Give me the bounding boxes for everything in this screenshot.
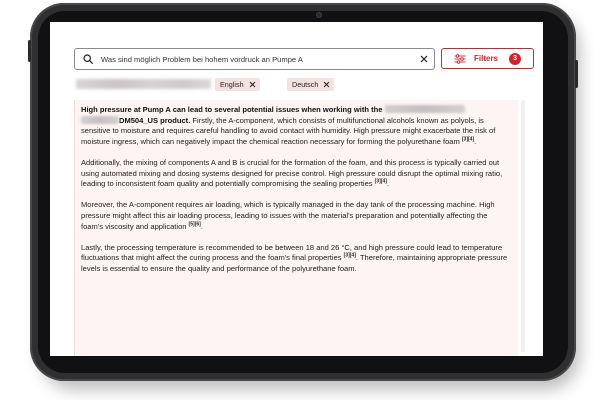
volume-button (28, 40, 31, 62)
tag-label: Deutsch (292, 80, 319, 89)
close-icon (420, 55, 428, 63)
citation-ref[interactable]: [5][6] (188, 221, 201, 228)
search-query-text[interactable]: Was sind möglich Problem bei hohem vordruck an Pumpe A (101, 54, 303, 64)
answer-lead: High pressure at Pump A can lead to several potential issues when working with the (81, 105, 383, 114)
answer-text-end: . Therefore, maintaining appropriate pressure levels is essential to ensure the quality and performance of the polyurethane foam. (81, 253, 508, 273)
close-icon (323, 81, 330, 88)
tag-english (215, 78, 260, 91)
redacted-filter-tag (76, 79, 211, 89)
answer-paragraph (81, 200, 511, 232)
answer-text: Firstly, the A-component, which consists of multifunctional alcohols known as polyols, is sensitive to moisture and requires careful handling to avoid contact with humidity. High pressure might exacerbate the risk of moisture ingress, which can negatively impact the chemical reaction necessary for forming the polyurethane foam (81, 115, 496, 146)
remove-tag-deutsch-button[interactable] (323, 81, 330, 88)
close-icon (249, 81, 256, 88)
tag-label: English (220, 80, 244, 89)
answer-text: Lastly, the processing temperature is recommended to be between 18 and 26 °C, and high pressure could lead to temperature fluctuations that might affect the curing process and the foam's final properties (81, 242, 503, 263)
answer-paragraph (81, 105, 511, 147)
answer-text-end: . (200, 221, 203, 231)
answer-text-end: . (474, 136, 477, 146)
clear-search-button[interactable] (414, 49, 434, 69)
answer-text: Moreover, the A-component requires air loading, which is typically managed in the day tank of the processing machine. High pressure might affect this air loading process, leading to issues with the material's preparation and potentially affecting the foam's viscosity and application (81, 200, 495, 231)
search-icon (83, 54, 93, 64)
remove-tag-english-button[interactable] (249, 81, 256, 88)
answer-paragraph (81, 243, 511, 275)
redacted-product-name (385, 105, 465, 113)
sliders-icon (454, 54, 466, 64)
app-screen (50, 22, 543, 356)
tag-deutsch (287, 78, 334, 91)
answer-panel (74, 100, 518, 356)
answer-scrollbar[interactable] (521, 100, 525, 352)
answer-product: DM504_US product. (119, 115, 191, 125)
answer-paragraph (81, 158, 511, 190)
camera-icon (316, 12, 322, 18)
citation-ref[interactable]: [3][4] (374, 178, 387, 185)
power-button (575, 60, 578, 88)
redacted-product-prefix (81, 116, 119, 124)
filters-label: Filters (474, 54, 499, 63)
citation-ref[interactable]: [3][4] (461, 136, 475, 143)
filters-button[interactable] (441, 48, 534, 69)
search-input[interactable] (74, 48, 435, 70)
filters-count-badge: 3 (509, 53, 521, 65)
answer-text-end: . (386, 179, 390, 189)
answer-text: Additionally, the mixing of components A and B is crucial for the formation of the foam, and this process is typically carried out using automated mixing and dosing systems designed for precise control. High pressure could disrupt the optimal mixing ratio, leading to inconsistent foam quality and potentially compromising the sealing properties (81, 157, 503, 189)
citation-ref[interactable]: [3][4] (343, 252, 356, 259)
